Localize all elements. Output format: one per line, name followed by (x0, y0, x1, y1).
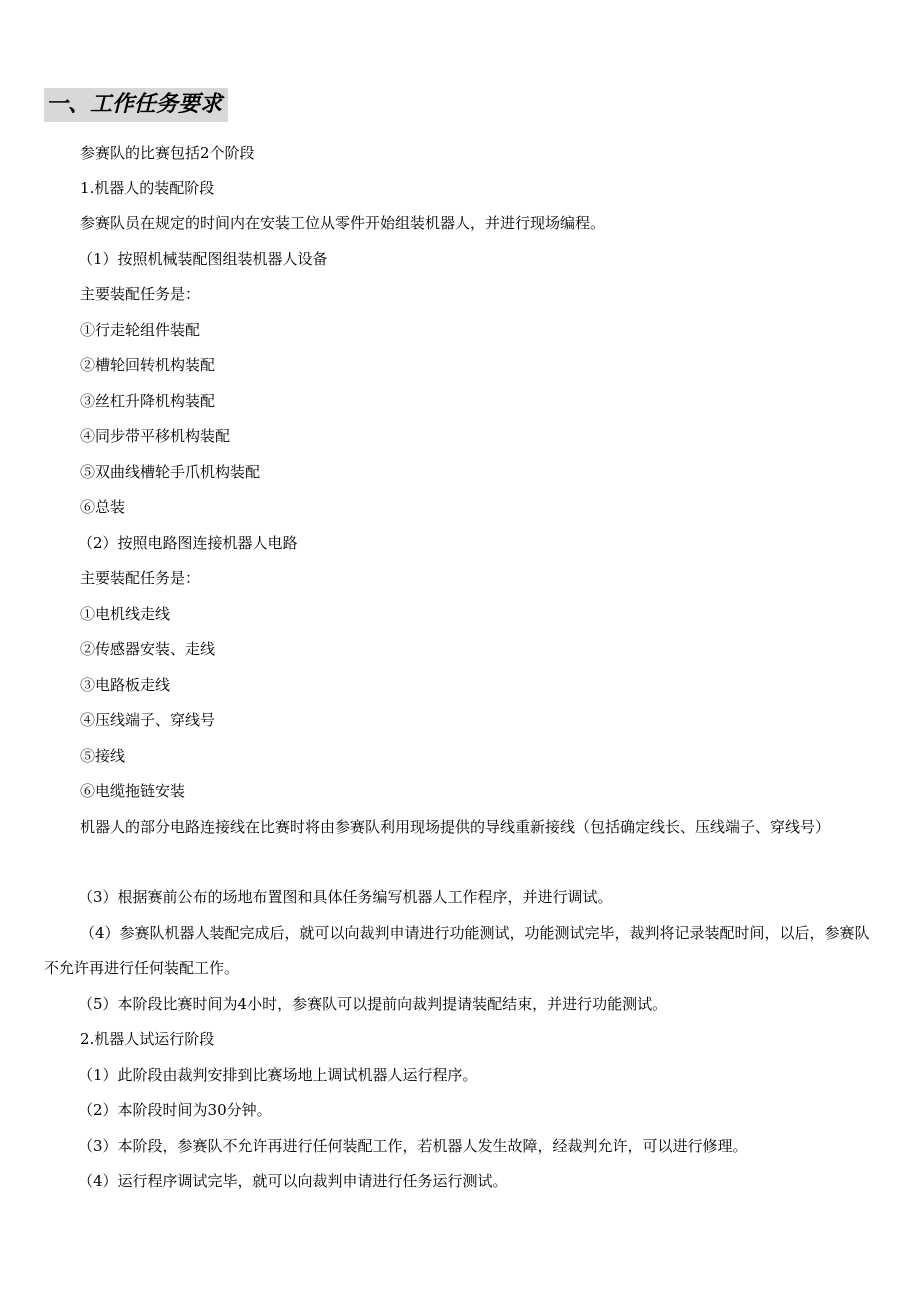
item-4: （4）参赛队机器人装配完成后，就可以向裁判申请进行功能测试，功能测试完毕，裁判将记录装配时间，以后，参赛队不允许再进行任何装配工作。 (44, 924, 870, 977)
stage1-title: 1.机器人的装配阶段 (80, 179, 215, 197)
list-item: ②槽轮回转机构装配 (80, 356, 216, 374)
list-item: ③电路板走线 (80, 676, 171, 694)
wiring-paragraph: 机器人的部分电路连接线在比赛时将由参赛队利用现场提供的导线重新接线（包括确定线长、压线端子、穿线号） (80, 818, 831, 836)
list-item: ①电机线走线 (80, 605, 171, 623)
stage2-item-1: （1）此阶段由裁判安排到比赛场地上调试机器人运行程序。 (78, 1066, 478, 1084)
list-item: ①行走轮组件装配 (80, 321, 201, 339)
stage2-item-2: （2）本阶段时间为30分钟。 (78, 1101, 272, 1119)
list-item: ⑤接线 (80, 747, 126, 765)
list-item: ⑥总装 (80, 498, 126, 516)
item-1-title: （1）按照机械装配图组装机器人设备 (78, 250, 328, 268)
item-2-title: （2）按照电路图连接机器人电路 (78, 534, 298, 552)
task-label: 主要装配任务是： (80, 285, 201, 303)
stage1-description: 参赛队员在规定的时间内在安装工位从零件开始组装机器人，并进行现场编程。 (80, 214, 606, 232)
list-item: ③丝杠升降机构装配 (80, 392, 216, 410)
intro-line: 参赛队的比赛包括2个阶段 (80, 144, 255, 162)
list-item: ④同步带平移机构装配 (80, 427, 231, 445)
item-5: （5）本阶段比赛时间为4小时，参赛队可以提前向裁判提请装配结束，并进行功能测试。 (78, 995, 668, 1013)
section-heading: 一、工作任务要求 (44, 88, 228, 122)
stage2-item-3: （3）本阶段，参赛队不允许再进行任何装配工作，若机器人发生故障，经裁判允许，可以进行修理。 (78, 1137, 748, 1155)
list-item: ④压线端子、穿线号 (80, 711, 216, 729)
task-label: 主要装配任务是： (80, 569, 201, 587)
list-item: ⑥电缆拖链安装 (80, 782, 186, 800)
list-item: ②传感器安装、走线 (80, 640, 216, 658)
stage2-item-4: （4）运行程序调试完毕，就可以向裁判申请进行任务运行测试。 (78, 1172, 508, 1190)
stage2-title: 2.机器人试运行阶段 (80, 1030, 215, 1048)
list-item: ⑤双曲线槽轮手爪机构装配 (80, 463, 261, 481)
item-3: （3）根据赛前公布的场地布置图和具体任务编写机器人工作程序，并进行调试。 (78, 888, 613, 906)
